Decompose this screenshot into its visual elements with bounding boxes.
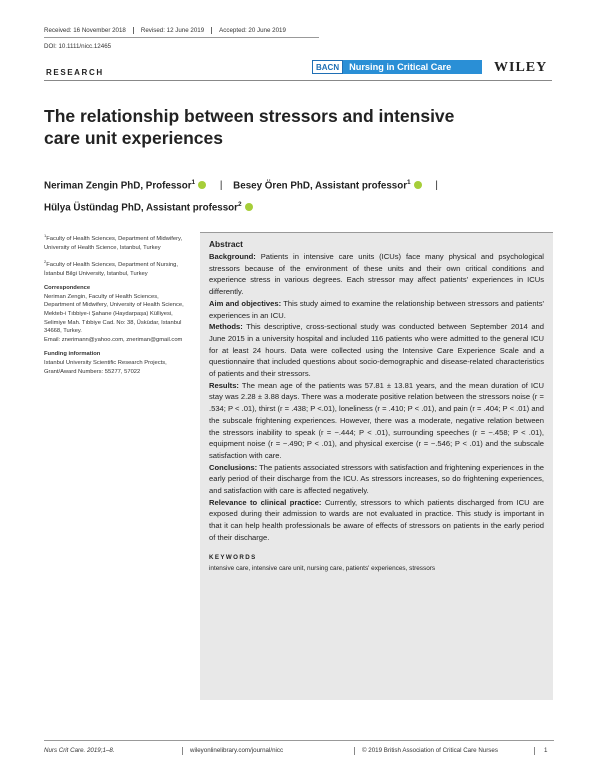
abstract-label: Conclusions: (209, 462, 258, 472)
affiliation-marker: 1 (44, 233, 47, 238)
affiliation-text: Faculty of Health Sciences, Department of Midwifery, University of Health Science, Istanbul, Turkey (44, 235, 183, 251)
affiliation-marker: 1 (407, 179, 411, 186)
abstract-text: The mean age of the patients was 57.81 ± 13.81 years, and the mean duration of ICU stay was 2.28 ± 3.88 days. There was a moderate positive relation between the stressors noise (r = .534; P < .01), thirst (r = .438; P <.01), loneliness (r = .410; P < .01), and pain (r = .404; P < .01) and the subscale frightening experiences. However, there was a moderate, negative relation between the stressors inability to speak (r = −.444; P < .01), surrounding speeches (r = −.458; P < .01), equipment noise (r = −.490; P < .01), and physical exercise (r = −.546; P < .01) and the subscale satisfaction with care. (209, 380, 544, 460)
keywords-list: intensive care, intensive care unit, nursing care, patients' experiences, stressors (209, 564, 436, 572)
author-name[interactable]: Neriman Zengin PhD, Professor (44, 180, 192, 192)
author-separator: | (435, 180, 438, 192)
accepted-date: Accepted: 20 June 2019 (219, 27, 286, 34)
abstract-text: This study aimed to examine the relationship between stressors and patients' experiences in an ICU. (209, 298, 544, 320)
correspondence-text: Neriman Zengin, Faculty of Health Sciences, Department of Midwifery, University of Health Science, Mekteb-i Tıbbiye-i Şahane (Haydarpaşa) Külliyesi, Selimiye Mah. Tıbbiye Cad. No: 38, Üsküdar, Istanbul 34668, Turkey. (44, 293, 184, 335)
orcid-icon[interactable] (245, 203, 253, 211)
keywords-heading: KEYWORDS (209, 553, 257, 561)
author-name[interactable]: Hülya Üstündag PhD, Assistant professor (44, 202, 238, 214)
abstract-body (209, 251, 544, 544)
abstract-aims (209, 298, 544, 321)
abstract-box (200, 232, 553, 700)
article-info-column (44, 232, 184, 382)
footer-separator (182, 747, 183, 755)
footer-citation: Nurs Crit Care. 2019;1–8. (44, 747, 115, 754)
abstract-label: Results: (209, 380, 239, 390)
abstract-results (209, 380, 544, 462)
doi-link[interactable]: DOI: 10.1111/nicc.12465 (44, 43, 112, 50)
footer-separator (534, 747, 535, 755)
article-title: The relationship between stressors and intensive care unit experiences (44, 106, 455, 148)
journal-name: Nursing in Critical Care (343, 60, 482, 74)
header-divider (44, 37, 319, 38)
author-list (44, 173, 554, 218)
abstract-methods (209, 321, 544, 380)
abstract-conclusions (209, 462, 544, 497)
revised-date: Revised: 12 June 2019 (141, 27, 212, 34)
footer-separator (354, 747, 355, 755)
abstract-label: Background: (209, 252, 256, 261)
bacn-badge: BACN (312, 60, 343, 74)
affiliation-marker: 2 (44, 259, 47, 265)
funding-text: Istanbul University Scientific Research Projects, Grant/Award Numbers: 55277, 57022 (44, 359, 167, 375)
correspondence-email[interactable]: Email: znerimann@yahoo.com, zneriman@gmail.com (44, 336, 183, 343)
abstract-text: This descriptive, cross-sectional study was conducted between September 2014 and June 2015 in a university hospital and included 116 patients who were admitted to the general ICU for at least 24 hours. Data were collected using the Intensive Care Experience Scale and a questionnaire that included questions about socio-demographic and disease-related characteristics of patients and their stressors. (209, 322, 544, 379)
abstract-text: Currently, stressors to which patients discharged from ICU are exposed during their admission to wards are not evaluated in practice. This study is important in that it can help health professionals be aware of effects of stressors on patients in the early period of their discharge. (209, 497, 544, 542)
abstract-label: Methods: (209, 322, 243, 332)
footer-divider (44, 740, 554, 741)
affiliation-marker: 1 (191, 179, 196, 186)
publisher-logo[interactable]: WILEY (494, 60, 548, 75)
received-date: Received: 16 November 2018 (44, 27, 134, 34)
affiliation (44, 258, 184, 278)
funding (44, 350, 184, 376)
abstract-label: Relevance to clinical practice: (209, 497, 322, 507)
orcid-icon[interactable] (414, 181, 422, 189)
section-divider (44, 80, 552, 81)
page-number: 1 (544, 747, 548, 754)
affiliation (44, 232, 184, 252)
orcid-icon[interactable] (198, 181, 206, 189)
abstract-background (209, 251, 544, 298)
abstract-text: Patients in intensive care units (ICUs) face many physical and psychological stressors because of the environment of these units and their own critical conditions and experience stress in various degrees. Each stressor may affect patients' experiences in ICUs differently. (209, 252, 544, 297)
publication-dates (44, 27, 300, 34)
abstract-text: The patients associated stressors with satisfaction and frightening experiences in the early period of their discharge from the ICU. As stressors increases, so do frightening experiences, and satisfaction with care is affected negatively. (209, 462, 545, 496)
abstract-label: Aim and objectives: (209, 298, 282, 308)
abstract-relevance (209, 497, 544, 544)
funding-heading: Funding information (44, 351, 101, 358)
affiliation-marker: 2 (237, 201, 242, 209)
footer-url[interactable]: wileyonlinelibrary.com/journal/nicc (190, 747, 284, 754)
abstract-heading: Abstract (209, 239, 243, 249)
author-separator: | (219, 180, 223, 192)
journal-logo[interactable] (312, 58, 482, 76)
correspondence-heading: Correspondence (44, 285, 91, 292)
footer-copyright: © 2019 British Association of Critical Care Nurses (362, 747, 498, 754)
correspondence (44, 284, 184, 344)
affiliation-text: Faculty of Health Sciences, Department of Nursing, İstanbul Bilgi University, Istanbul, Turkey (44, 262, 179, 277)
author-name[interactable]: Besey Ören PhD, Assistant professor (233, 180, 408, 192)
section-label: RESEARCH (46, 68, 104, 77)
